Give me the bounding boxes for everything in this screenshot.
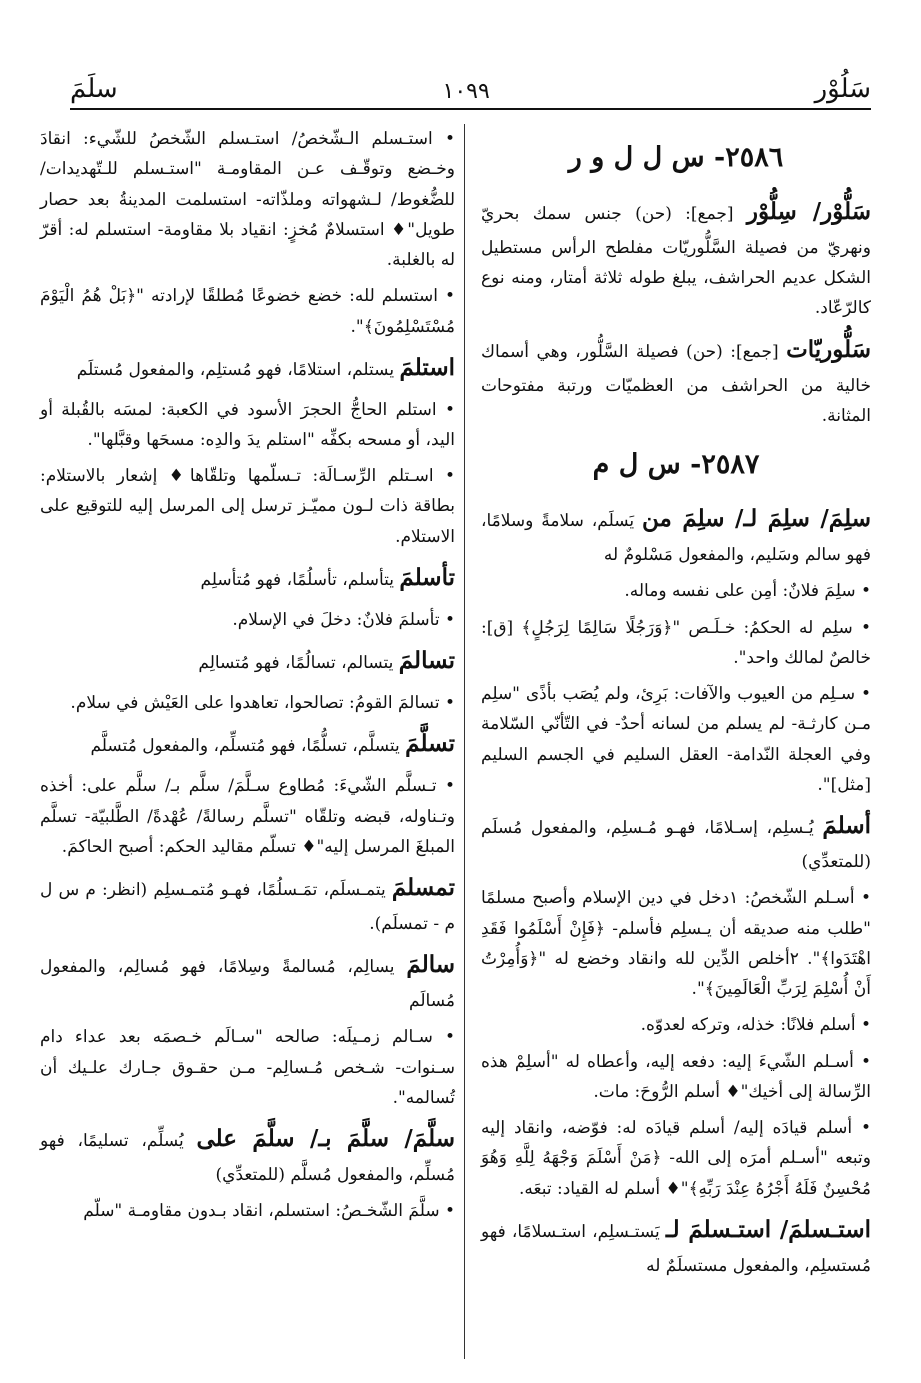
sense-entry: [40, 771, 455, 862]
headword-entry: [40, 641, 455, 682]
entry-text: يتسالم، تسالُمًا، فهو مُتسالِم: [198, 653, 399, 674]
sense-entry: [40, 688, 455, 718]
entry-text: يتسلَّم، تسلُّمًا، فهو مُتسلِّم، والمفعول مُتسلَّم: [90, 736, 406, 757]
headword-entry: [40, 868, 455, 939]
headword-entry: [481, 806, 871, 877]
headword-entry: [40, 724, 455, 765]
sense-entry: [481, 613, 871, 674]
headword-entry: [481, 499, 871, 570]
entry-text: اسـتلم الرِّسـالَة: تـسلّمها وتلقّاها♦ إشعار بالاستلام: بطاقة ذات لـون مميّـز ترسل إلى المرسل إليه للتوقيع على الاستلام.: [40, 466, 455, 547]
entry-text: تسالمَ القومُ: تصالحوا، تعاهدوا على العَيْش في سلام.: [70, 693, 440, 714]
headword-entry: [481, 1210, 871, 1281]
entry-text: سلَّمَ الشّخـصُ: استسلم، انقاد بـدون مقاومـة "سلّم: [83, 1201, 440, 1222]
page-number: ١٠٩٩: [442, 79, 490, 104]
headword: استلمَ: [399, 353, 455, 381]
entry-text: أسـلم الشّيءَ إليه: دفعه إليه، وأعطاه له "أسلِمْ هذه الرِّسالة إلى أخيك"♦ أسلم الرُّوحَ: مات.: [481, 1051, 871, 1102]
headword: تسالمَ: [398, 647, 455, 675]
headword-entry: [40, 945, 455, 1016]
entry-text: [جمع]: (حن) فصيلة السَّلُّور، وهي أسماك خالية من الحراشف من العظميّات ورتبة مفتوحات المثانة.: [481, 341, 871, 426]
headword: سلَّمَ/ سلَّمَ بـ/ سلَّمَ على: [196, 1125, 456, 1153]
sense-entry: [481, 1113, 871, 1204]
right-column: [481, 124, 871, 1363]
sense-entry: [40, 1022, 455, 1113]
headword: سالمَ: [406, 951, 455, 979]
header-right-word: سَلُوْر: [814, 74, 871, 104]
headword-entry: [40, 1119, 455, 1190]
entry-text: يستلم، استلامًا، فهو مُستلِم، والمفعول مُستلَم: [76, 359, 400, 380]
entry-text: أسلم قيادَه إليه/ أسلم قيادَه له: فوّضه، وانقاد إليه وتبعه "أسـلم أمرَه إلى الله- ﴿مَنْ أَسْلَمَ وَجْهَهُ لِلَّهِ وَهُوَ مُحْسِنٌ فَلَهُ أَجْرُهُ عِنْدَ رَبِّهِ﴾"♦ أسلم له القياد: تبعَه.: [481, 1118, 871, 1199]
page-header: [70, 60, 871, 110]
root-1-entries: [481, 192, 871, 431]
headword-entry: [481, 330, 871, 431]
header-left-word: سلَمَ: [70, 74, 118, 104]
entry-text: تـسلَّم الشّيءَ: مُطاوع سـلَّمَ/ سلَّم بـ/ سلَّم على: أخذه وتـناوله، قبضه وتلقّاه "تسلَّم رسالةً/ عُهْدةً/ الطَّلبيّة- تسلَّم المبلغَ المرسل إليه"♦ تسلّم مقاليد الحكم: أصبح الحاكمَ.: [40, 776, 455, 857]
headword-entry: [481, 192, 871, 324]
headword: سَلُّوْر/ سِلُّوْر: [746, 198, 871, 226]
sense-entry: [40, 1196, 455, 1226]
headword: استـسلمَ/ استـسلمَ لـ: [665, 1215, 871, 1243]
left-entries: [40, 124, 455, 1227]
headword: سلِمَ/ سلِمَ لـ/ سلِمَ من: [642, 505, 871, 533]
entry-text: يُـسلِم، إسـلامًا، فهـو مُـسلِم، والمفعول مُسلَم (للمتعدِّي): [481, 818, 871, 873]
entry-text: سـالم زمـيلَه: صالحه "سـالَم خـصمَه بعد عداء دام سـنوات- شـخص مُـسالِم- مـن حقـوق جـارك علـيك أن تُسالمه".: [40, 1027, 455, 1108]
entry-text: يتأسلم، تأسلُمًا، فهو مُتأسلِم: [200, 569, 400, 590]
sense-entry: [481, 679, 871, 800]
entry-text: سـلِم من العيوب والآفات: بَرِئ، ولم يُصَب بأذًى "سلِم مـن كارثـة- لم يسلم من لسانه أحدٌ- في التّأنّي السّلامة وفي العجلة النّدامة- العقل السليم في الجسم السليم [مثل]".: [481, 684, 871, 795]
root-title-1: ٢٥٨٦- س ل ل و ر: [568, 142, 784, 173]
entry-text: سلِمَ فلانٌ: أمِن على نفسه وماله.: [624, 581, 856, 602]
sense-entry: [481, 576, 871, 606]
sense-entry: [40, 395, 455, 456]
root-2-entries: [481, 499, 871, 1281]
headword-entry: [40, 348, 455, 389]
entry-text: يسالِم، مُسالمةً وسِلامًا، فهو مُسالِم، والمفعول مُسالَم: [40, 957, 455, 1012]
root-title-2: ٢٥٨٧- س ل م: [592, 449, 760, 481]
entry-text: أسلم فلانًا: خذله، وتركه لعدوّه.: [640, 1015, 856, 1036]
sense-entry: [40, 461, 455, 552]
column-divider: [464, 124, 465, 1359]
entry-text: [جمع]: (حن) جنس سمك بحريّ ونهريّ من فصيلة السَّلُّوريّات مفلطح الرأس مستطيل الشكل عديم الحراشف، يبلغ طوله ثلاثة أمتار، ومنه نوع كالرّعّاد.: [481, 204, 871, 319]
headword: تأسلمَ: [399, 563, 455, 591]
sense-entry: [40, 281, 455, 342]
entry-text: يَسلَم، سلامةً وسلامًا، فهو سالم وسَليم، والمفعول مَسْلومٌ له: [481, 511, 871, 566]
entry-text: أسـلم الشّخصُ: ١دخل في دين الإسلام وأصبح مسلمًا "طلب منه صديقه أن يـسلِم فأسلم- ﴿فَإِنْ أَسْلَمُوا فَقَدِ اهْتَدَوا﴾". ٢أخلص الدِّين لله وانقاد وخضع له "﴿وَأُمِرْتُ أَنْ أُسْلِمَ لِرَبِّ الْعَالَمِينَ﴾".: [481, 888, 871, 1000]
entry-text: استلم الحاجُّ الحجرَ الأسود في الكعبة: لمسَه بالقُبلة أو اليد، أو مسحه بكفِّه "استلم يدَ والدِه: مسحَها وقبَّلها".: [40, 399, 455, 450]
sense-entry: [40, 124, 455, 275]
headword: تمسلمَ: [391, 874, 455, 901]
entry-text: يتمـسلَم، تمَـسلُمًا، فهـو مُتمـسلِم (انظر: م س ل م - تمسلَم).: [40, 880, 455, 934]
entry-text: يَستـسلِم، استـسلامًا، فهو مُستسلِم، والمفعول مستسلَمٌ له: [481, 1221, 871, 1276]
headword: تسلَّمَ: [405, 730, 455, 758]
sense-entry: [481, 1047, 871, 1108]
entry-text: تأسلمَ فلانٌ: دخلَ في الإسلام.: [232, 609, 440, 630]
left-column: [40, 124, 455, 1363]
entry-text: سلِم له الحكمُ: خـلَـص "﴿وَرَجُلًا سَالِمًا لِرَجُلٍ﴾ [ق]: خالصٌ لمالك واحد".: [481, 617, 871, 668]
sense-entry: [481, 883, 871, 1004]
sense-entry: [40, 605, 455, 635]
sense-entry: [481, 1010, 871, 1040]
headword-entry: [40, 558, 455, 599]
entry-text: استسلم لله: خضع خضوعًا مُطلقًا لإرادته "﴿بَلْ هُمُ الْيَوْمَ مُسْتَسْلِمُونَ﴾".: [40, 286, 455, 337]
entry-text: يُسلِّم، تسليمًا، فهو مُسلِّم، والمفعول مُسلَّم (للمتعدِّي): [40, 1131, 455, 1186]
headword: أسلمَ: [822, 812, 871, 840]
entry-text: استـسلم الـشّخصُ/ استـسلم الشّخصُ للشّيء: انقادَ وخـضع وتوقّـف عـن المقاومـة "استـسلم للـتّهديدات/ للضُّغوط/ لـشهواته وملذّاته- استسلمت المدينةُ بعد حصار طويل"♦ استسلامٌ مُخزٍ: انقياد بلا مقاومة- استسلم له: أقرّ له بالغلبة.: [40, 129, 455, 270]
headword: سَلُّوريّات: [786, 335, 871, 363]
